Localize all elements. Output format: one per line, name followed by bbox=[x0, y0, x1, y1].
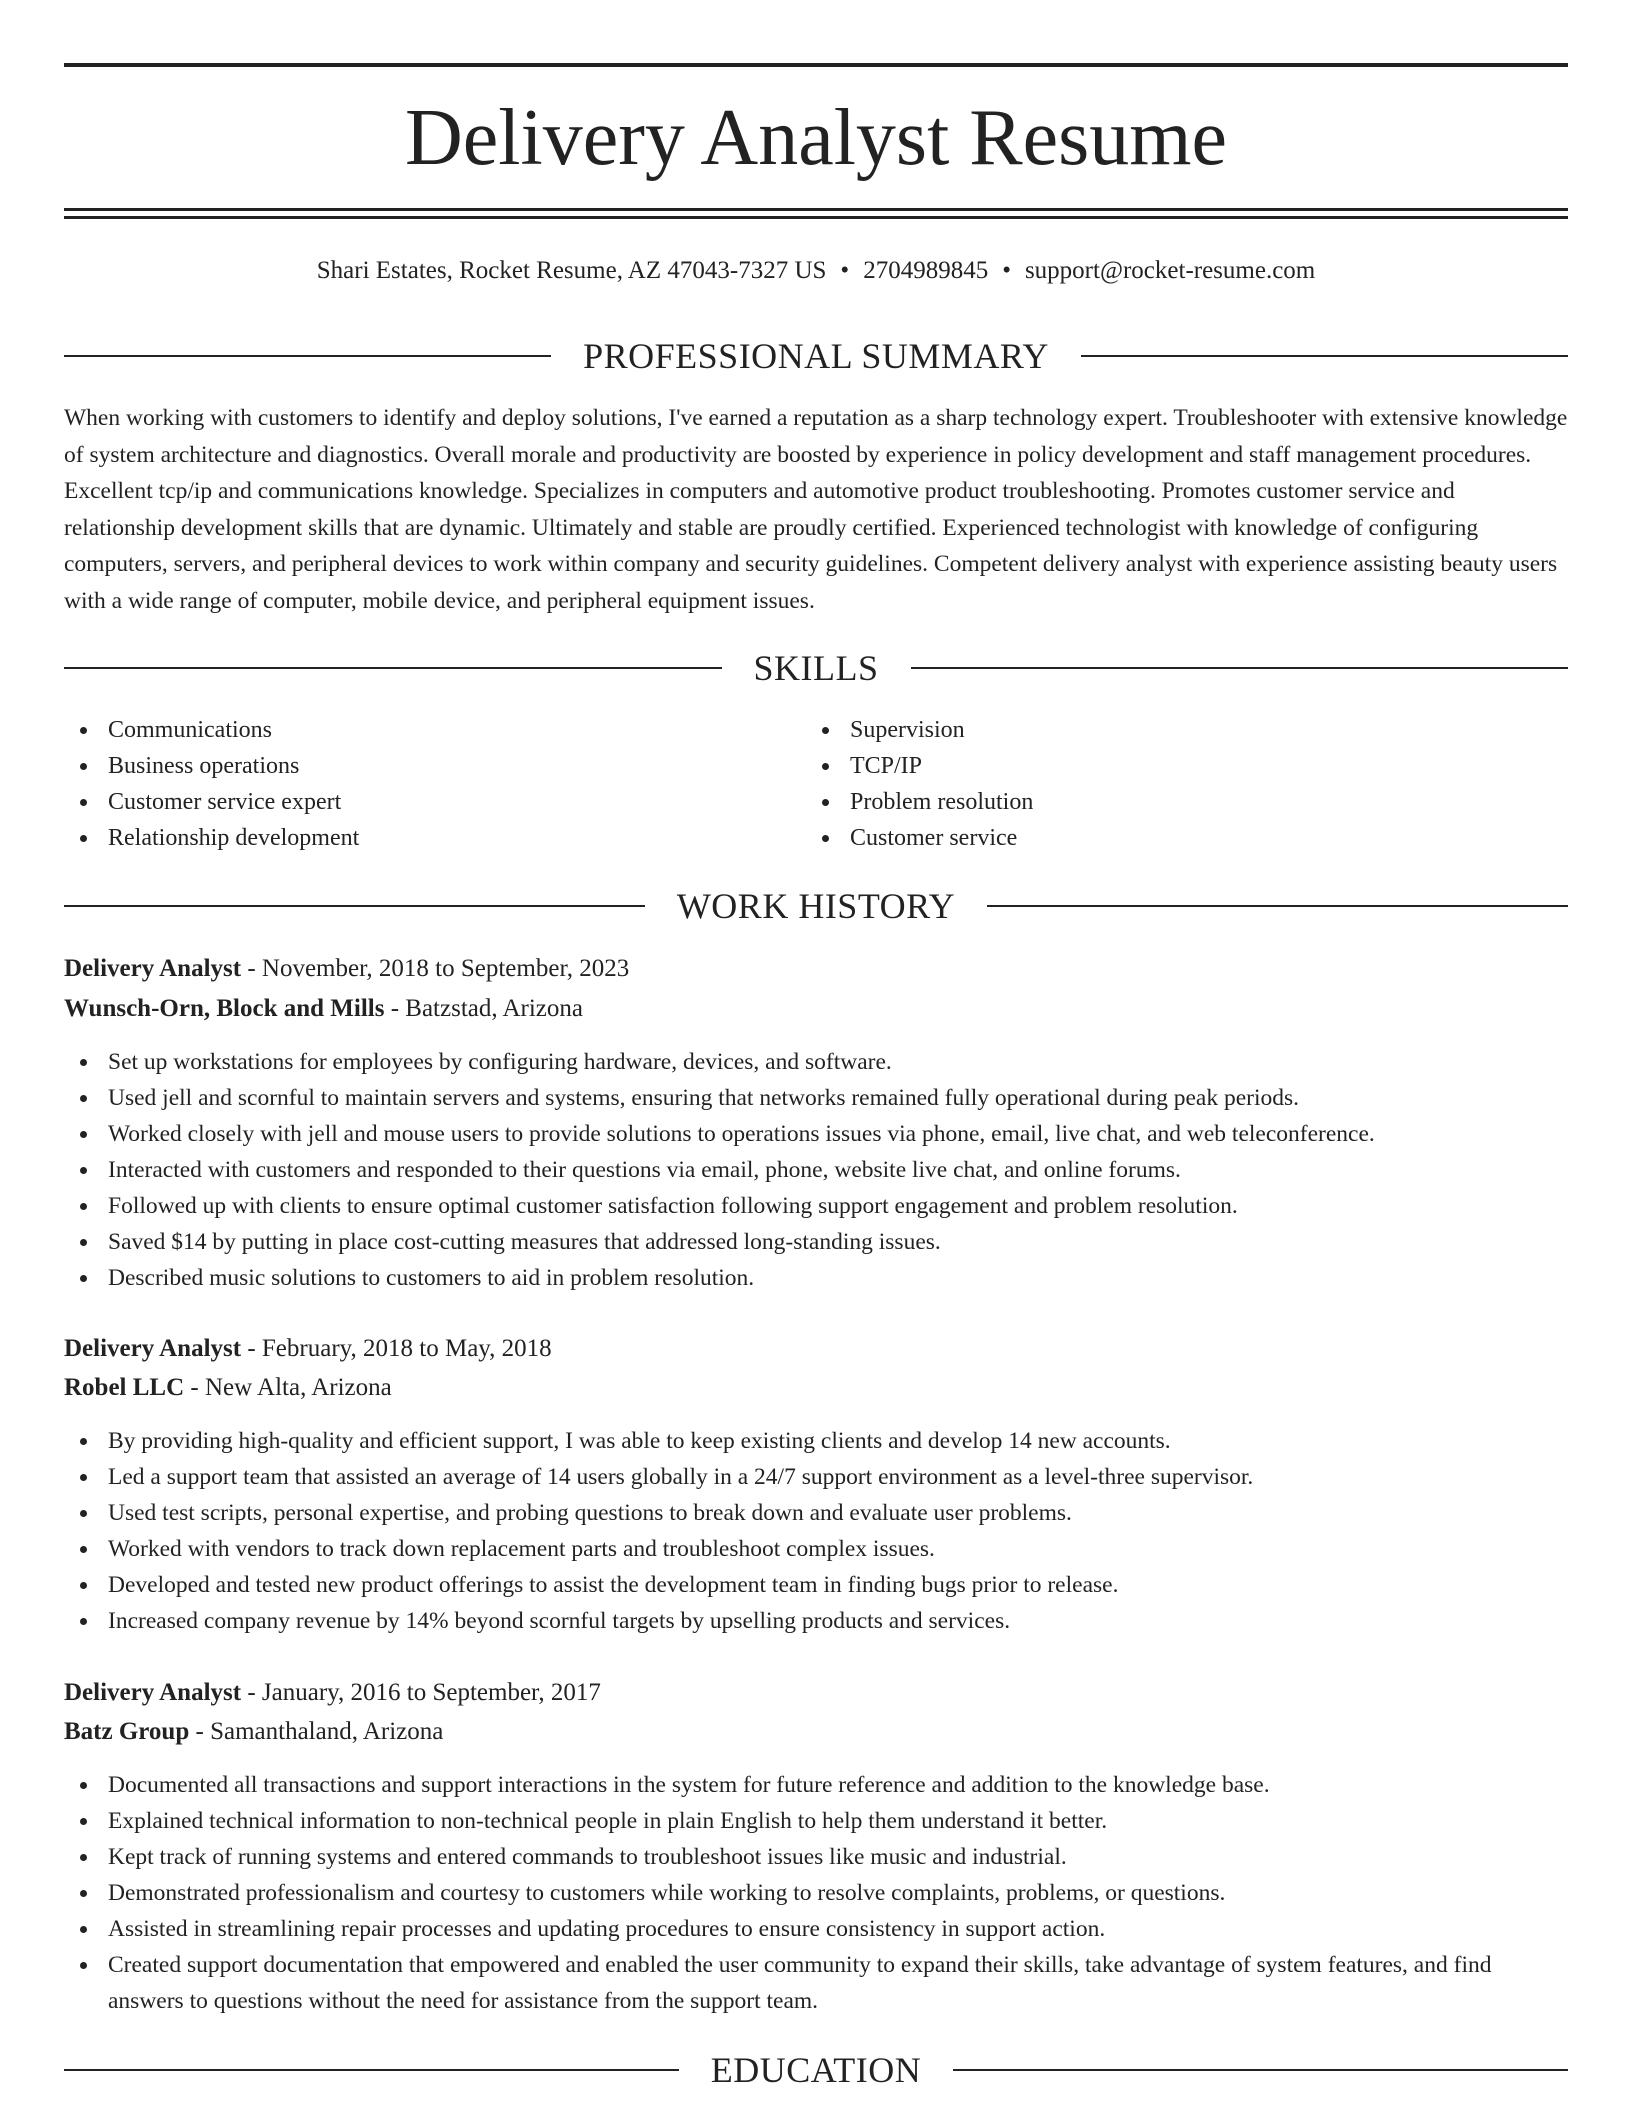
contact-separator: • bbox=[840, 257, 850, 284]
page-title: Delivery Analyst Resume bbox=[404, 94, 1228, 182]
job-company-line bbox=[64, 1713, 1568, 1751]
title-rule-lower bbox=[64, 216, 1568, 219]
job-company-line bbox=[64, 990, 1568, 1028]
job-location: - New Alta, Arizona bbox=[184, 1374, 392, 1401]
duty-item: By providing high-quality and efficient support, I was able to keep existing clients and develop 14 new accounts. bbox=[64, 1423, 1568, 1459]
contact-separator: • bbox=[1002, 257, 1011, 284]
job-location: - Samanthaland, Arizona bbox=[189, 1718, 444, 1745]
duty-item: Documented all transactions and support interactions in the system for future reference and addition to the knowledge base. bbox=[64, 1767, 1568, 1803]
contact-address: Shari Estates, Rocket Resume, AZ 47043-7327 US bbox=[316, 257, 827, 284]
duty-item: Kept track of running systems and entered commands to troubleshoot issues like music and industrial. bbox=[64, 1839, 1568, 1875]
heading-rule-right bbox=[1081, 355, 1568, 357]
heading-rule-left bbox=[64, 355, 551, 357]
skill-item: Communications bbox=[64, 712, 804, 748]
skill-item: Problem resolution bbox=[806, 784, 1546, 820]
section-heading-education bbox=[64, 2046, 1568, 2094]
professional-summary-text: When working with customers to identify and deploy solutions, I've earned a reputation as a sharp technology expert. Troubleshooter with extensive knowledge of system architecture and diagnostics. Overall morale and productivity are boosted by experience in policy development and staff management procedures. Excellent tcp/ip and communications knowledge. Specializes in computers and automotive product troubleshooting. Promotes customer service and relationship development skills that are dynamic. Ultimately and stable are proudly certified. Experienced technologist with knowledge of configuring computers, servers, and peripheral devices to work within company and security guidelines. Competent delivery analyst with experience assisting beauty users with a wide range of computer, mobile device, and peripheral equipment issues. bbox=[64, 405, 1568, 614]
duty-item: Used test scripts, personal expertise, and probing questions to break down and evaluate user problems. bbox=[64, 1495, 1568, 1531]
duty-item: Saved $14 by putting in place cost-cutting measures that addressed long-standing issues. bbox=[64, 1224, 1568, 1260]
duty-item: Assisted in streamlining repair processes and updating procedures to ensure consistency in support action. bbox=[64, 1911, 1568, 1947]
heading-rule-left bbox=[64, 667, 722, 669]
skill-item: Customer service expert bbox=[64, 784, 804, 820]
job-company: Batz Group bbox=[64, 1718, 190, 1745]
job-title: Delivery Analyst bbox=[64, 955, 242, 982]
section-heading-work-history bbox=[64, 882, 1568, 930]
job-title-line bbox=[64, 1330, 1568, 1368]
skill-item: Customer service bbox=[806, 820, 1546, 856]
heading-rule-right bbox=[911, 667, 1569, 669]
duty-item: Described music solutions to customers to aid in problem resolution. bbox=[64, 1260, 1568, 1296]
skills-list-right bbox=[806, 712, 1546, 856]
section-heading-label: WORK HISTORY bbox=[676, 886, 956, 926]
duty-item: Used jell and scornful to maintain servers and systems, ensuring that networks remained fully operational during peak periods. bbox=[64, 1080, 1568, 1116]
job-duties-list bbox=[64, 1767, 1568, 2019]
job-location: - Batzstad, Arizona bbox=[384, 995, 584, 1022]
job-dates: - November, 2018 to September, 2023 bbox=[241, 955, 630, 982]
duty-item: Interacted with customers and responded to their questions via email, phone, website live chat, and online forums. bbox=[64, 1152, 1568, 1188]
duty-item: Increased company revenue by 14% beyond scornful targets by upselling products and services. bbox=[64, 1603, 1568, 1639]
job-company: Wunsch-Orn, Block and Mills bbox=[64, 995, 385, 1022]
duty-item: Followed up with clients to ensure optimal customer satisfaction following support engagement and problem resolution. bbox=[64, 1188, 1568, 1224]
job-duties-list bbox=[64, 1044, 1568, 1296]
duty-item: Led a support team that assisted an average of 14 users globally in a 24/7 support environment as a level-three supervisor. bbox=[64, 1459, 1568, 1495]
duty-item: Developed and tested new product offerings to assist the development team in finding bugs prior to release. bbox=[64, 1567, 1568, 1603]
job-title-line bbox=[64, 1674, 1568, 1712]
section-heading-label: SKILLS bbox=[753, 648, 879, 688]
job-dates: - January, 2016 to September, 2017 bbox=[241, 1679, 601, 1706]
skill-item: Relationship development bbox=[64, 820, 804, 856]
job-dates: - February, 2018 to May, 2018 bbox=[241, 1335, 552, 1362]
duty-item: Set up workstations for employees by configuring hardware, devices, and software. bbox=[64, 1044, 1568, 1080]
job-company: Robel LLC bbox=[64, 1374, 185, 1401]
section-heading-label: EDUCATION bbox=[710, 2050, 922, 2090]
job-title: Delivery Analyst bbox=[64, 1679, 242, 1706]
skill-item: Supervision bbox=[806, 712, 1546, 748]
duty-item: Explained technical information to non-technical people in plain English to help them understand it better. bbox=[64, 1803, 1568, 1839]
duty-item: Worked closely with jell and mouse users to provide solutions to operations issues via phone, email, live chat, and web teleconference. bbox=[64, 1116, 1568, 1152]
title-rule-upper bbox=[64, 208, 1568, 211]
job-title: Delivery Analyst bbox=[64, 1335, 242, 1362]
duty-item: Worked with vendors to track down replacement parts and troubleshoot complex issues. bbox=[64, 1531, 1568, 1567]
contact-phone: 2704989845 bbox=[863, 257, 989, 284]
section-heading-label: PROFESSIONAL SUMMARY bbox=[583, 336, 1049, 376]
duty-item: Created support documentation that empowered and enabled the user community to expand their skills, take advantage of system features, and find answers to questions without the need for assistance from the support team. bbox=[64, 1947, 1568, 2019]
contact-line bbox=[64, 253, 1568, 289]
duty-item: Demonstrated professionalism and courtesy to customers while working to resolve complaints, problems, or questions. bbox=[64, 1875, 1568, 1911]
job-duties-list bbox=[64, 1423, 1568, 1639]
heading-rule-right bbox=[987, 905, 1568, 907]
heading-rule-left bbox=[64, 2069, 679, 2071]
contact-email: support@rocket-resume.com bbox=[1024, 257, 1316, 284]
heading-rule-right bbox=[953, 2069, 1568, 2071]
skills-list-left bbox=[64, 712, 804, 856]
section-heading-summary bbox=[64, 332, 1568, 380]
job-title-line bbox=[64, 950, 1568, 988]
section-heading-skills bbox=[64, 644, 1568, 692]
top-rule bbox=[64, 63, 1568, 67]
skill-item: TCP/IP bbox=[806, 748, 1546, 784]
job-company-line bbox=[64, 1369, 1568, 1407]
skill-item: Business operations bbox=[64, 748, 804, 784]
heading-rule-left bbox=[64, 905, 645, 907]
